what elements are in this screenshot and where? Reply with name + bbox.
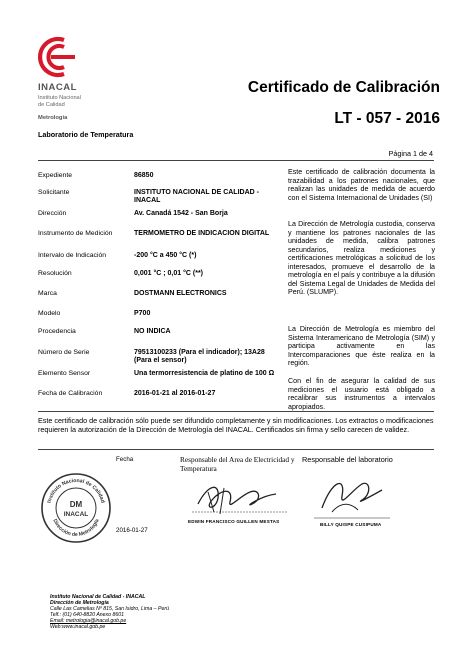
field-label: Procedencia	[38, 328, 76, 335]
address-division: Dirección de Metrología	[50, 600, 109, 607]
field-value: Una termorresistencia de platino de 100 Ω	[134, 370, 275, 377]
field-value: Av. Canadá 1542 - San Borja	[134, 210, 228, 217]
signer-name-2: BILLY QUISPE CUSIPUMA	[320, 522, 382, 527]
field-value: 0,001 °C ; 0,01 °C (**)	[134, 270, 204, 277]
validity-note: Este certificado de calibración sólo puede ser difundido completamente y sin modificaciones. Los extractos o modificaciones requieren la autorización de la Dirección de Metrología del INACAL. Certificados sin firma y sello carecen de validez.	[38, 416, 434, 434]
field-value: INSTITUTO NACIONAL DE CALIDAD - INACAL	[134, 189, 259, 204]
seal-top-text: Instituto Nacional de Calidad	[46, 477, 106, 504]
field-label: Dirección	[38, 210, 67, 217]
paragraph-sim: La Dirección de Metrología es miembro del Sistema Interamericano de Metrología (SIM) y participa activamente en las Intercomparaciones que éste realiza en la región.	[288, 325, 435, 367]
field-value: P700	[134, 310, 151, 317]
laboratory-name: Laboratorio de Temperatura	[38, 130, 134, 139]
field-value: 79513100233 (Para el indicador); 13A28 (Para el sensor)	[134, 349, 265, 364]
field-value: NO INDICA	[134, 328, 171, 335]
org-name: INACAL	[38, 82, 77, 93]
divider-signatures	[38, 449, 434, 450]
division-label: Metrología	[38, 115, 68, 121]
responsible-area-title: Responsable del Area de Electricidad y Temperatura	[180, 455, 295, 473]
org-subtitle: Instituto Nacional de Calidad	[38, 95, 81, 108]
field-label: Fecha de Calibración	[38, 390, 103, 397]
seal-initials: DM	[69, 500, 83, 509]
paragraph-custody: La Dirección de Metrología custodia, conserva y mantiene los patrones nacionales de las unidades de medida, calibra patrones secundarios, realiza mediciones y certificaciones metrológicas a solicitud de los interesados, promueve el desarrollo de la metrología en el país y contribuye a la difusión del Sistema Legal de Unidades de Medida del Perú. (SLUMP).	[288, 220, 435, 296]
field-value: -200 °C a 450 °C (*)	[134, 252, 197, 259]
field-label: Número de Serie	[38, 349, 90, 356]
address-email: Email: metrologia@inacal.gob.pe	[50, 618, 127, 625]
responsible-lab-title: Responsable del laboratorio	[302, 455, 393, 464]
seal-center: INACAL	[63, 511, 89, 518]
paragraph-traceability: Este certificado de calibración documenta la trazabilidad a los patrones nacionales, que realizan las unidades de medida de acuerdo con el Sistema Internacional de Unidades (SI)	[288, 168, 435, 202]
paragraph-recalibration: Con el fin de asegurar la calidad de sus mediciones el usuario está obligado a recalibrar sus instrumentos a intervalos apropiados.	[288, 377, 435, 411]
page-title: Certificado de Calibración	[247, 79, 440, 96]
signature-date: 2016-01-27	[116, 527, 148, 534]
address-phone: Telf.: (01) 640-8820 Anexo 8601	[50, 612, 125, 619]
field-label: Expediente	[38, 172, 73, 179]
seal-bottom-text: Dirección de Metrología	[51, 518, 101, 539]
field-label: Instrumento de Medición	[38, 230, 113, 237]
signer-name-1: EDWIN FRANCISCO GUILLEN MESTAS	[188, 519, 280, 524]
signature-quispe-icon	[312, 470, 392, 520]
field-value: TERMOMETRO DE INDICACION DIGITAL	[134, 230, 270, 237]
divider-middle	[38, 411, 434, 412]
field-value: 86850	[134, 172, 154, 179]
field-value: 2016-01-21 al 2016-01-27	[134, 390, 216, 397]
address-web: Web:www.inacal.gob.pe	[50, 624, 106, 631]
signature-guillen-icon	[190, 474, 290, 518]
field-label: Modelo	[38, 310, 61, 317]
field-label: Resolución	[38, 270, 72, 277]
divider-top	[38, 160, 434, 161]
field-label: Solicitante	[38, 189, 70, 196]
certificate-number: LT - 057 - 2016	[334, 110, 440, 127]
address-org: Instituto Nacional de Calidad - INACAL	[50, 594, 146, 600]
date-label: Fecha	[116, 456, 134, 463]
inacal-logo-icon	[34, 34, 78, 80]
official-seal-icon	[40, 472, 112, 544]
field-label: Intervalo de Indicación	[38, 252, 107, 259]
field-value: DOSTMANN ELECTRONICS	[134, 290, 227, 297]
page-number: Página 1 de 4	[388, 149, 433, 158]
field-label: Elemento Sensor	[38, 370, 91, 377]
address-street: Calle Las Camelias Nº 815, San Isidro, Lima – Perú	[50, 606, 169, 613]
address-block	[50, 594, 169, 631]
field-label: Marca	[38, 290, 57, 297]
